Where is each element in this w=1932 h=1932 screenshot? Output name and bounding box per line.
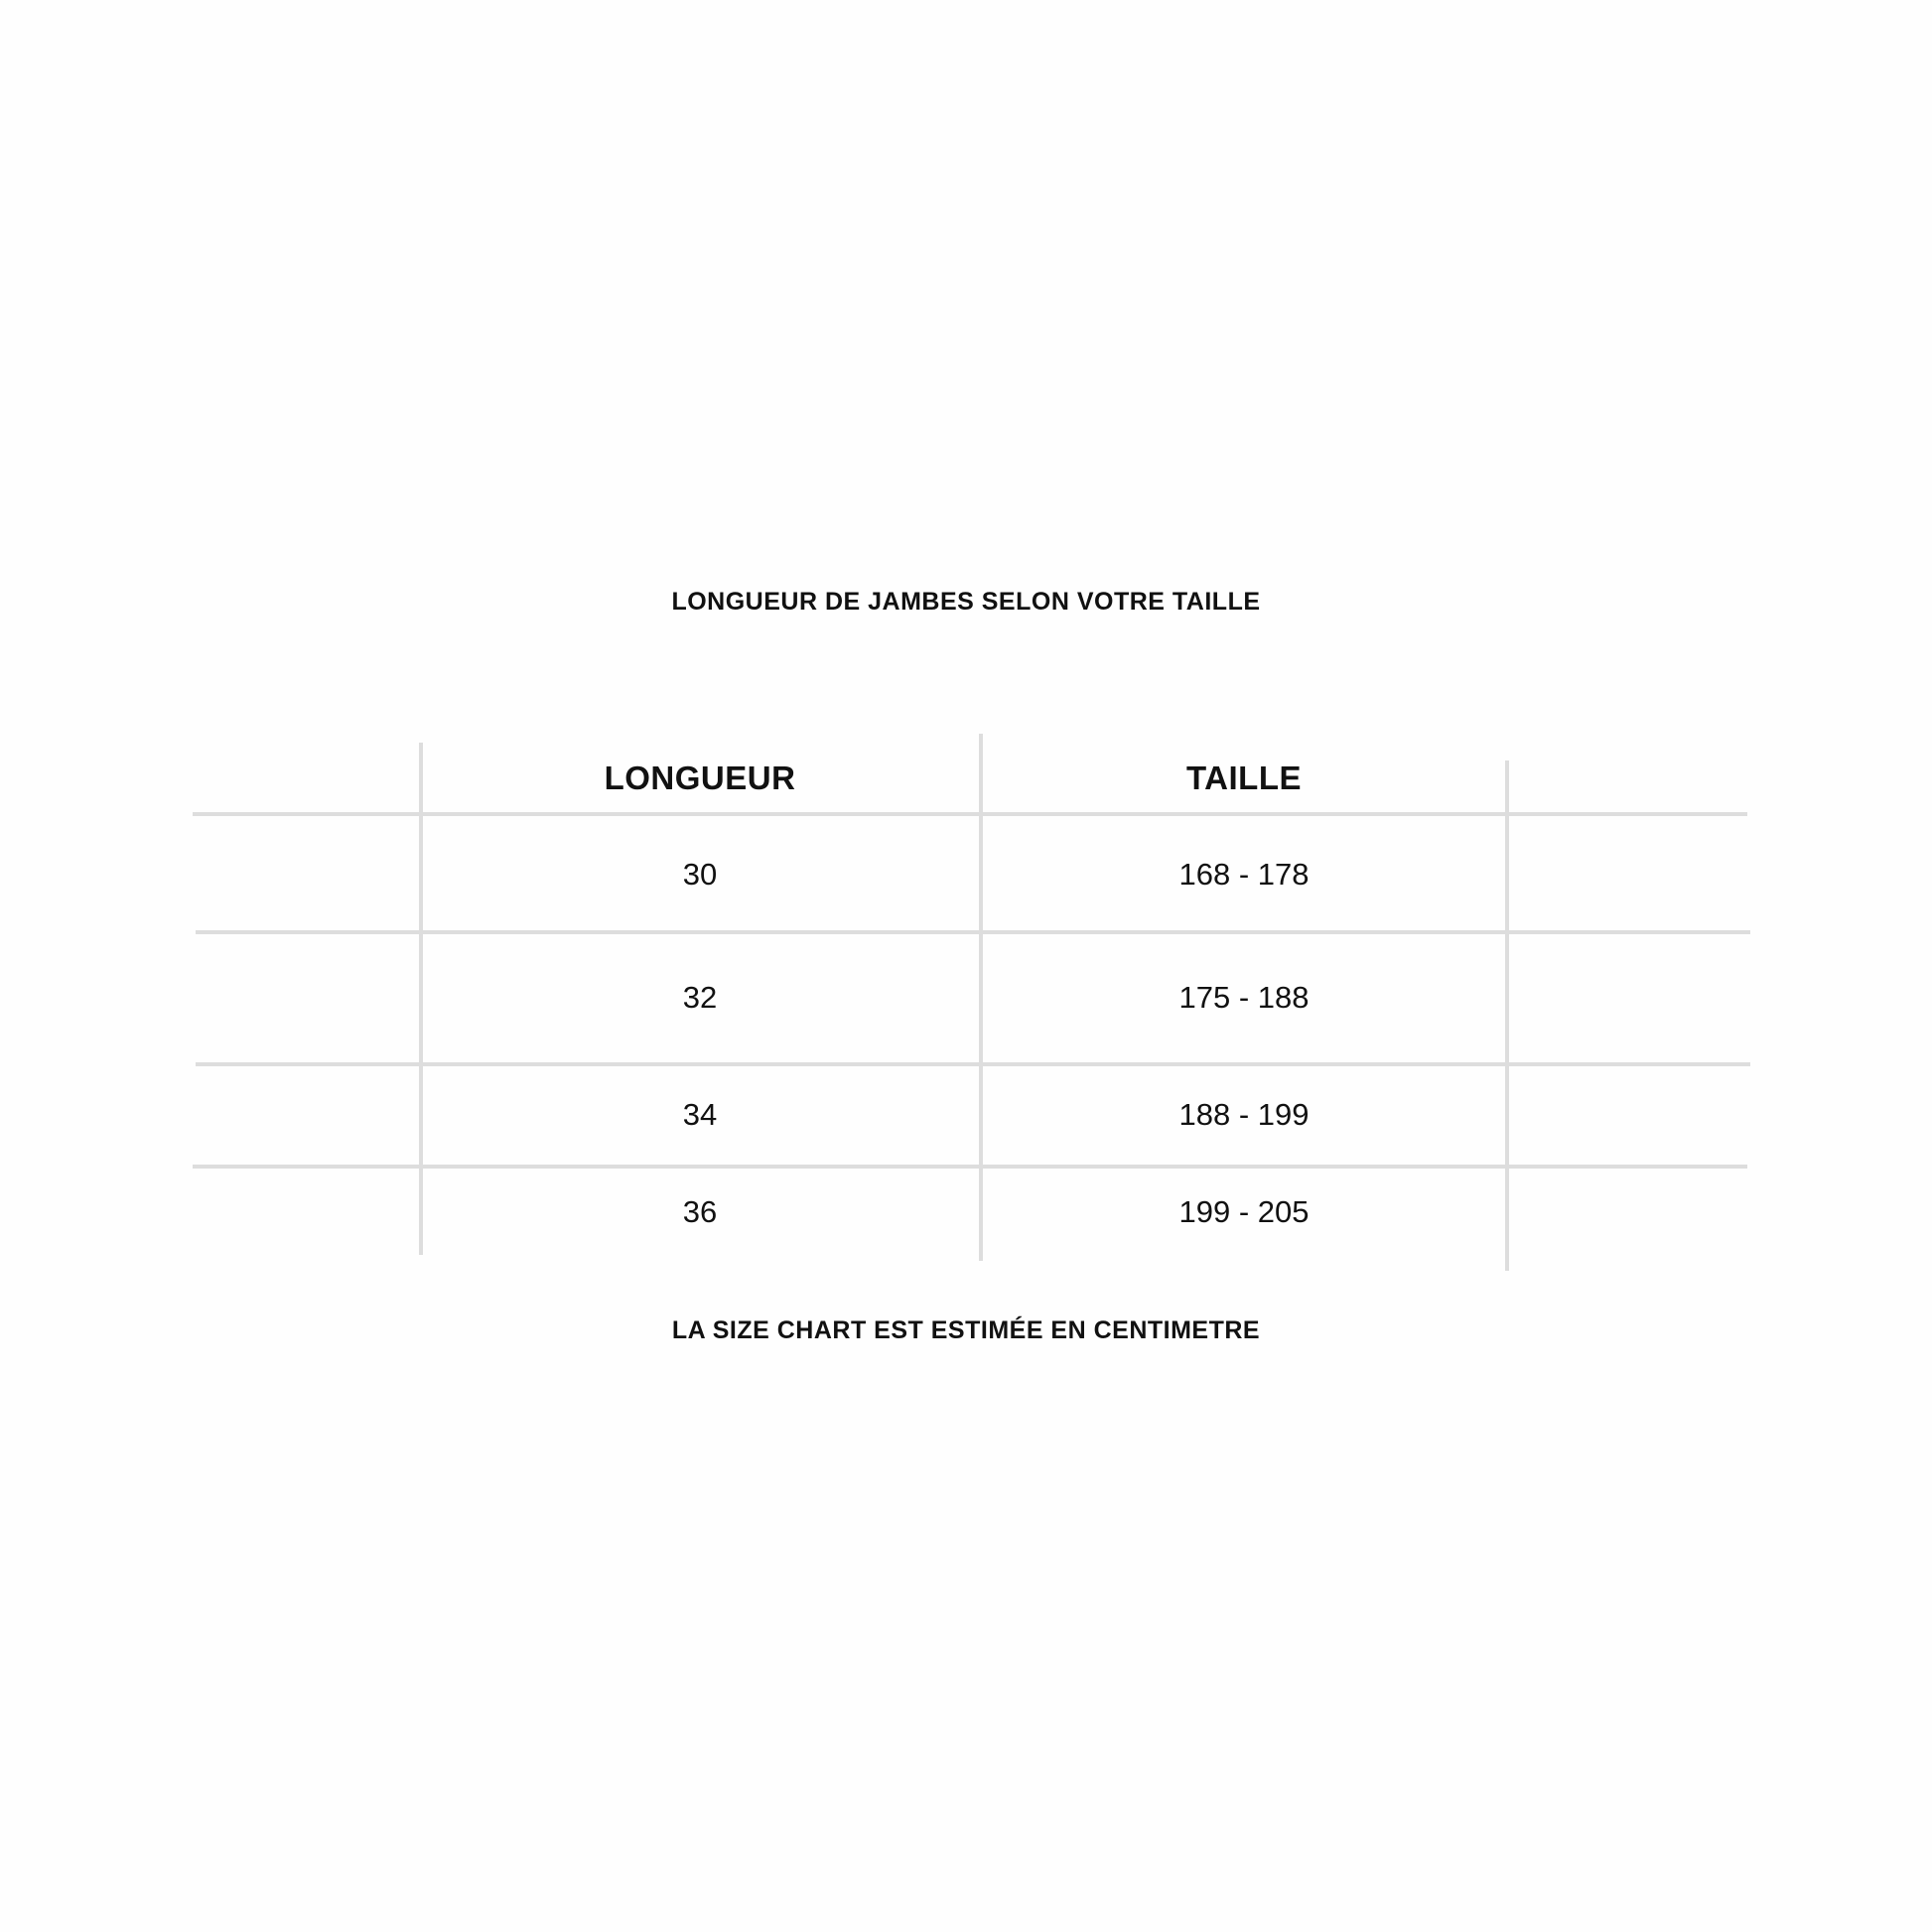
table-header-longueur: LONGUEUR (604, 759, 796, 796)
table-cell-longueur: 36 (682, 1194, 718, 1229)
table-rule-header (193, 812, 1747, 816)
page-title: LONGUEUR DE JAMBES SELON VOTRE TAILLE (671, 588, 1261, 616)
table-rule-row-3 (193, 1165, 1747, 1169)
table-cell-taille: 168 - 178 (1178, 857, 1310, 892)
table-cell-longueur: 30 (682, 857, 718, 892)
table-cell-taille: 175 - 188 (1178, 980, 1310, 1015)
footnote: LA SIZE CHART EST ESTIMÉE EN CENTIMETRE (671, 1316, 1261, 1344)
table-cell-taille: 199 - 205 (1178, 1194, 1310, 1229)
table-header-taille: TAILLE (1185, 759, 1303, 796)
table-cell-taille: 188 - 199 (1178, 1097, 1310, 1132)
table-rule-row-1 (196, 930, 1750, 934)
table-rule-row-2 (196, 1062, 1750, 1066)
table-cell-longueur: 32 (682, 980, 718, 1015)
table-cell-longueur: 34 (682, 1097, 718, 1132)
